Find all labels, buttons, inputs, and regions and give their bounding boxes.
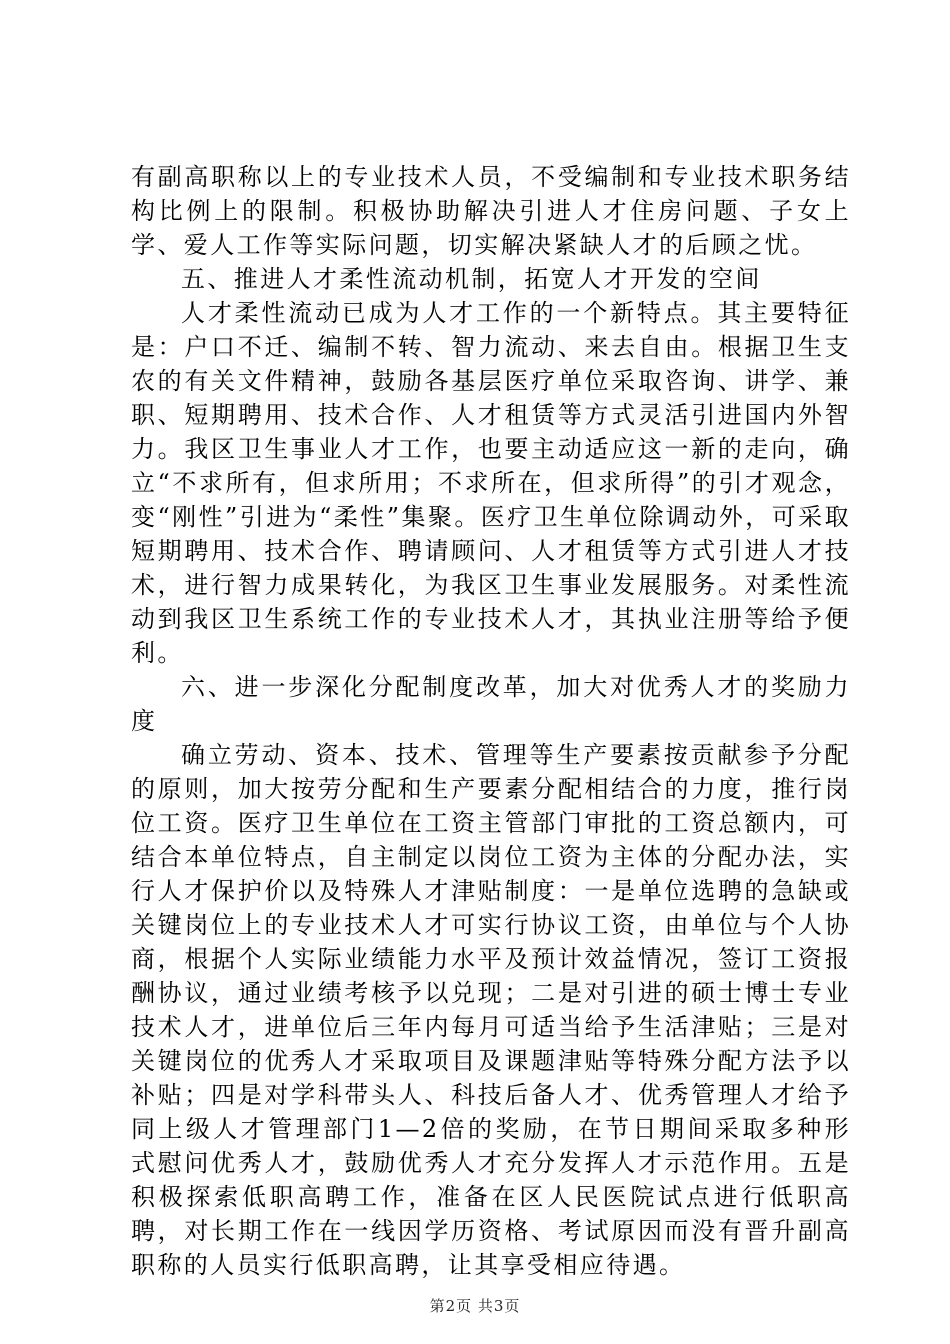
paragraph-distribution-reform: 确立劳动、资本、技术、管理等生产要素按贡献参予分配的原则，加大按劳分配和生产要素分配相结合的力度，推行岗位工资。医疗卫生单位在工资主管部门审批的工资总额内，可结合本单位特点，自主制定以岗位工资为主体的分配办法，实行人才保护价以及特殊人才津贴制度：一是单位选聘的急缺或关键岗位上的专业技术人才可实行协议工资，由单位与个人协商，根据个人实际业绩能力水平及预计效益情况，签订工资报酬协议，通过业绩考核予以兑现；二是对引进的硕士博士专业技术人才，进单位后三年内每月可适当给予生活津贴；三是对关键岗位的优秀人才采取项目及课题津贴等特殊分配方法予以补贴；四是对学科带头人、科技后备人才、优秀管理人才给予同上级人才管理部门1—2倍的奖励，在节日期间采取多种形式慰问优秀人才，鼓励优秀人才充分发挥人才示范作用。五是积极探索低职高聘工作，准备在区人民医院试点进行低职高聘，对长期工作在一线因学历资格、考试原因而没有晋升副高职称的人员实行低职高聘，让其享受相应待遇。 <box>131 741 851 1279</box>
document-page <box>131 160 851 1282</box>
paragraph-continued: 有副高职称以上的专业技术人员，不受编制和专业技术职务结构比例上的限制。积极协助解决引进人才住房问题、子女上学、爱人工作等实际问题，切实解决紧缺人才的后顾之忧。 <box>131 163 851 259</box>
paragraph-flexible-flow: 人才柔性流动已成为人才工作的一个新特点。其主要特征是：户口不迁、编制不转、智力流动、来去自由。根据卫生支农的有关文件精神，鼓励各基层医疗单位采取咨询、讲学、兼职、短期聘用、技术合作、人才租赁等方式灵活引进国内外智力。我区卫生事业人才工作，也要主动适应这一新的走向，确立“不求所有，但求所用；不求所在，但求所得”的引才观念，变“刚性”引进为“柔性”集聚。医疗卫生单位除调动外，可采取短期聘用、技术合作、聘请顾问、人才租赁等方式引进人才技术，进行智力成果转化，为我区卫生事业发展服务。对柔性流动到我区卫生系统工作的专业技术人才，其执业注册等给予便利。 <box>131 299 851 667</box>
section-heading-5: 五、推进人才柔性流动机制，拓宽人才开发的空间 <box>181 265 762 293</box>
page-footer: 第2页 共3页 <box>429 1297 521 1315</box>
section-heading-6: 六、进一步深化分配制度改革，加大对优秀人才的奖励力度 <box>131 673 851 735</box>
